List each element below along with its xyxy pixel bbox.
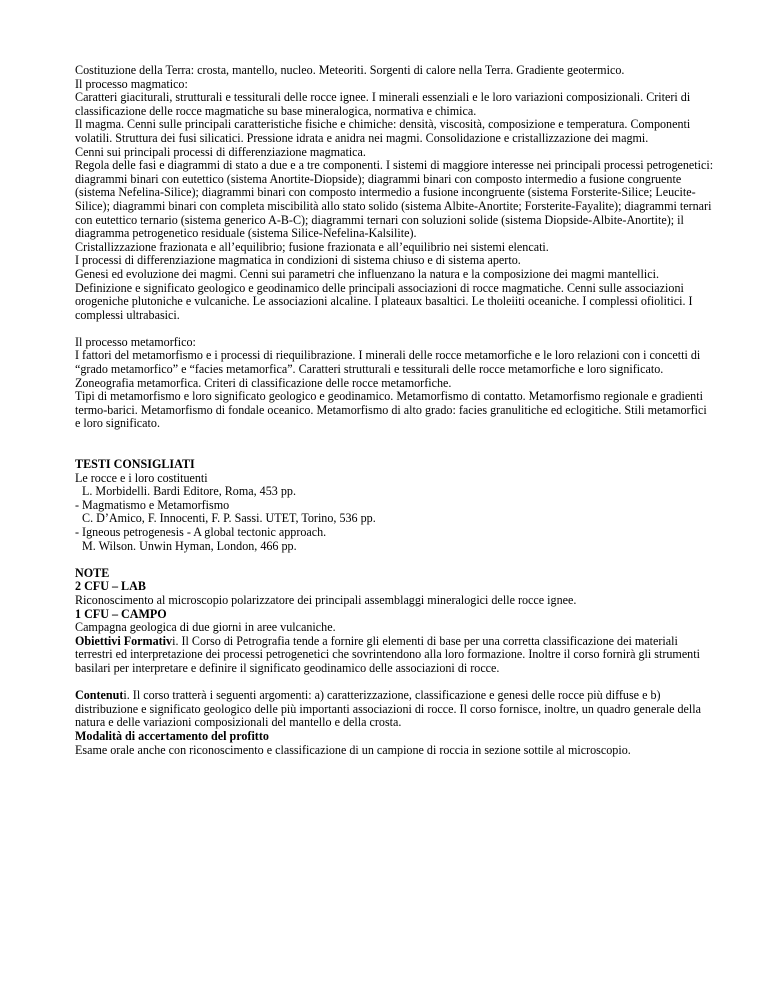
- paragraph: I fattori del metamorfismo e i processi di riequilibrazione. I minerali delle rocce metamorfiche e le loro relazioni con i concetti di “grado metamorfico” e “facies metamorfica”. Caratteri strutturali e tessiturali delle rocce metamorfiche e loro significato. Zoneografia metamorfica. Criteri di classificazione delle rocce metamorfiche.: [75, 348, 701, 390]
- contenuti-label-rest: i.: [123, 688, 130, 703]
- spacer: [75, 553, 715, 567]
- contenuti-label: Contenut: [75, 688, 124, 703]
- paragraph: Il processo metamorfico:: [75, 334, 196, 349]
- obiettivi-text: Il Corso di Petrografia tende a fornire gli elementi di base per una corretta classificazione dei materiali terrestri ed interpretazione dei processi petrogenetici che sovrintendono alla loro formazione. Inoltre il corso fornirà gli strumenti basilari per interpretare e definire il significato geodinamico delle associazioni di rocce.: [75, 633, 700, 675]
- paragraph: Il magma. Cenni sulle principali caratteristiche fisiche e chimiche: densità, viscosità, composizione e temperatura. Componenti volatili. Struttura dei fusi silicatici. Pressione idrata e anidra nei magmi. Consolidazione e cristallizzazione dei magmi.: [75, 117, 691, 145]
- contenuti-text: Il corso tratterà i seguenti argomenti: a) caratterizzazione, classificazione e genesi delle rocce più diffuse e b) distribuzione e significato geologico delle più importanti associazioni di rocce. Il corso fornisce, inoltre, un quadro generale della natura e delle variazioni composizionali del mantello e della crosta.: [75, 688, 701, 730]
- section-heading: NOTE: [75, 565, 110, 580]
- obiettivi-label-rest: i.: [172, 633, 179, 648]
- paragraph: Campagna geologica di due giorni in aree vulcaniche.: [75, 620, 336, 635]
- paragraph: Genesi ed evoluzione dei magmi. Cenni sui parametri che influenzano la natura e la composizione dei magmi mantellici. Definizione e significato geologico e geodinamico delle principali associazioni di rocce magmatiche. Cenni sulle associazioni orogeniche plutoniche e vulcaniche. Le associazioni alcaline. I plateaux basaltici. Le tholeiiti oceaniche. I complessi ofiolitici. I complessi ultrabasici.: [75, 266, 693, 322]
- section-petrogenesis: [75, 64, 715, 322]
- paragraph: Riconoscimento al microscopio polarizzatore dei principali assemblaggi mineralogici delle rocce ignee.: [75, 592, 577, 607]
- document-page: [75, 64, 715, 757]
- reference-line: - Magmatismo e Metamorfismo: [75, 497, 230, 512]
- reference-line: Le rocce e i loro costituenti: [75, 470, 208, 485]
- reference-line: M. Wilson. Unwin Hyman, London, 466 pp.: [82, 538, 297, 553]
- reference-line: C. D’Amico, F. Innocenti, F. P. Sassi. UTET, Torino, 536 pp.: [82, 511, 376, 526]
- paragraph: Cristallizzazione frazionata e all’equilibrio; fusione frazionata e all’equilibrio nei sistemi elencati.: [75, 239, 549, 254]
- modalita-label: Modalità di accertamento del profitto: [75, 728, 269, 743]
- contenuti-paragraph: [75, 689, 715, 730]
- paragraph: Costituzione della Terra: crosta, mantello, nucleo. Meteoriti. Sorgenti di calore nella Terra. Gradiente geotermico.: [75, 63, 625, 77]
- paragraph: Caratteri giaciturali, strutturali e tessiturali delle rocce ignee. I minerali essenziali e le loro variazioni composizionali. Criteri di classificazione delle rocce magmatiche su base mineralogica, normativa e chimica.: [75, 90, 691, 118]
- paragraph: Regola delle fasi e diagrammi di stato a due e a tre componenti. I sistemi di maggiore interesse nei principali processi petrogenetici: diagrammi binari con eutettico (sistema Anortite-Diopside); diagrammi binari con composto intermedio a fusione congruente (sistema Nefelina-Silice); diagrammi binari con composto intermedio a fusione incongruente (sistema Forsterite-Silice; Leucite-Silice); diagrammi binari con completa miscibilità allo stato solido (sistema Albite-Anortite; Forsterite-Fayalite); diagrammi ternari con eutettico ternario (sistema generico A-B-C); diagrammi ternari con soluzioni solide (sistema Diopside-Albite-Anortite); il diagramma petrogenetico residuale (sistema Silice-Nefelina-Kalsilite).: [75, 158, 714, 241]
- reference-line: L. Morbidelli. Bardi Editore, Roma, 453 pp.: [82, 484, 296, 499]
- paragraph: Tipi di metamorfismo e loro significato geologico e geodinamico. Metamorfismo di contatto. Metamorfismo regionale e gradienti termo-barici. Metamorfismo di fondale oceanico. Metamorfismo di alto grado: facies granulitiche ed eclogitiche. Stili metamorfici e loro significato.: [75, 389, 707, 431]
- spacer: [75, 676, 715, 690]
- section-metamorphism: [75, 336, 715, 431]
- obiettivi-paragraph: [75, 635, 715, 676]
- spacer: [75, 431, 715, 458]
- paragraph: Il processo magmatico:: [75, 76, 188, 91]
- section-heading: TESTI CONSIGLIATI: [75, 457, 195, 472]
- spacer: [75, 322, 715, 336]
- paragraph: Cenni sui principali processi di differenziazione magmatica.: [75, 144, 366, 159]
- reference-line: - Igneous petrogenesis - A global tectonic approach.: [75, 525, 327, 539]
- paragraph: I processi di differenziazione magmatica in condizioni di sistema chiuso e di sistema aperto.: [75, 253, 521, 268]
- section-note: [75, 567, 715, 757]
- obiettivi-label: Obiettivi Formativ: [75, 633, 173, 648]
- paragraph: Esame orale anche con riconoscimento e classificazione di un campione di roccia in sezione sottile al microscopio.: [75, 742, 631, 757]
- section-testi: [75, 458, 715, 553]
- campo-label: 1 CFU – CAMPO: [75, 606, 167, 621]
- lab-label: 2 CFU – LAB: [75, 579, 146, 594]
